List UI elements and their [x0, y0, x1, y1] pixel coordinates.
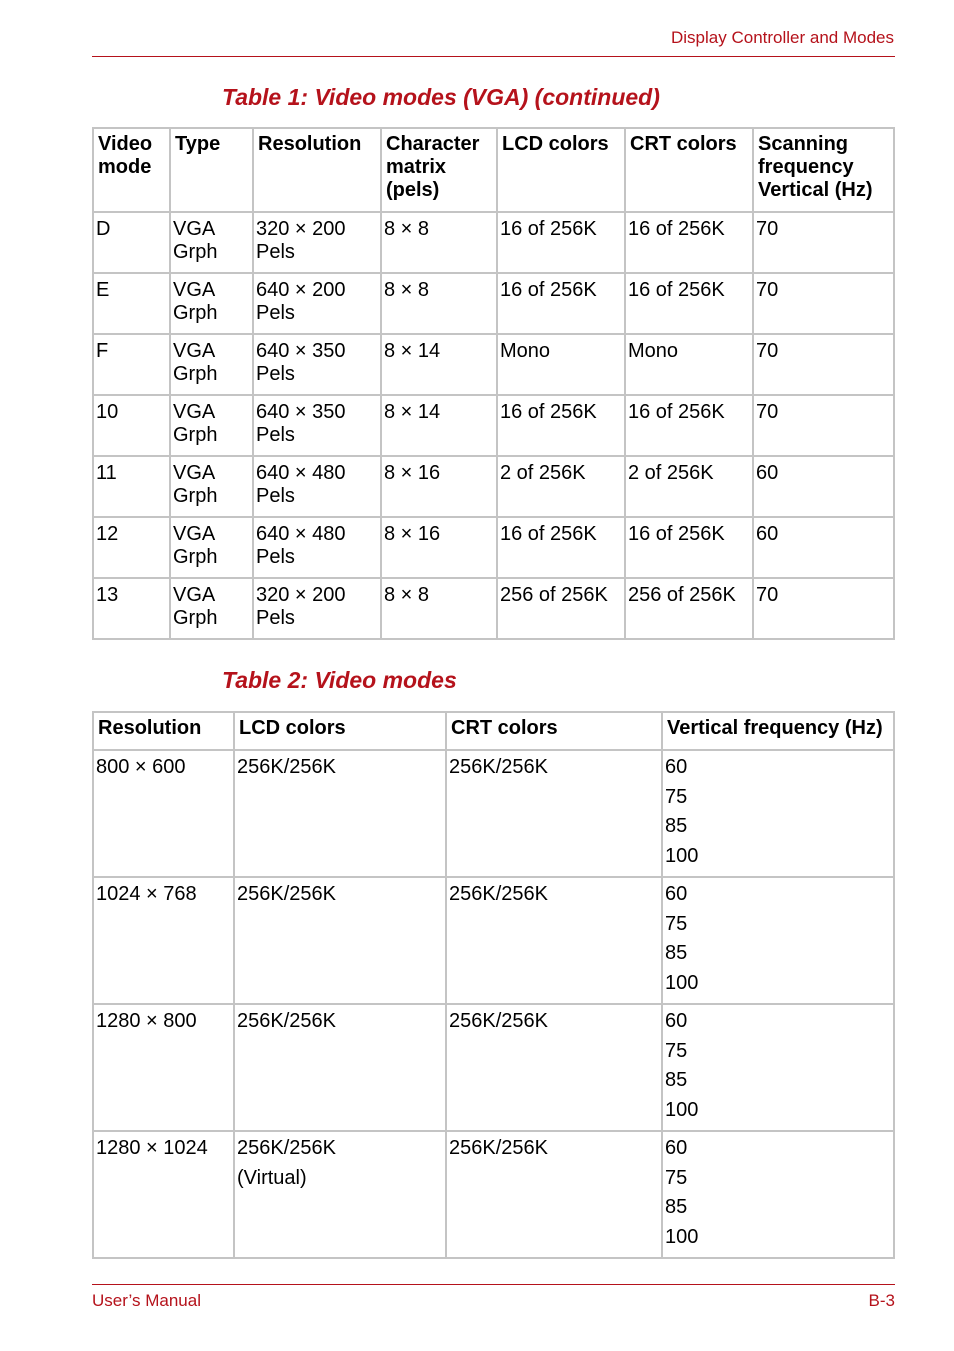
- table-cell: VGA Grph: [170, 334, 253, 395]
- table-cell: VGA Grph: [170, 212, 253, 273]
- table-cell: 60 75 85 100: [662, 877, 894, 1004]
- table-row: [93, 334, 894, 395]
- table2-column-header: LCD colors: [234, 712, 446, 750]
- table-row: [93, 517, 894, 578]
- table1-column-header: CRT colors: [625, 128, 753, 212]
- table-cell: 256K/256K: [446, 877, 662, 1004]
- table1-column-header: Scanning frequency Vertical (Hz): [753, 128, 894, 212]
- table-cell: 11: [93, 456, 170, 517]
- table2-caption: Table 2: Video modes: [222, 667, 457, 693]
- table-cell: 16 of 256K: [497, 517, 625, 578]
- table-cell: 70: [753, 334, 894, 395]
- table-row: [93, 1131, 894, 1258]
- table1-column-header: Video mode: [93, 128, 170, 212]
- table-cell: 256K/256K: [234, 1004, 446, 1131]
- table1-column-header: LCD colors: [497, 128, 625, 212]
- table-cell: 70: [753, 395, 894, 456]
- table2-column-header: CRT colors: [446, 712, 662, 750]
- table-cell: E: [93, 273, 170, 334]
- footer-rule: [92, 1284, 895, 1285]
- table-cell: 256K/256K (Virtual): [234, 1131, 446, 1258]
- table2-body: [93, 750, 894, 1258]
- table-cell: 2 of 256K: [497, 456, 625, 517]
- table-cell: 60: [753, 517, 894, 578]
- table-cell: 70: [753, 273, 894, 334]
- table-cell: 2 of 256K: [625, 456, 753, 517]
- table-cell: 320 × 200 Pels: [253, 578, 381, 639]
- table-cell: 70: [753, 212, 894, 273]
- table-cell: 16 of 256K: [625, 212, 753, 273]
- table-cell: 60 75 85 100: [662, 750, 894, 877]
- table-row: [93, 212, 894, 273]
- table-cell: 640 × 200 Pels: [253, 273, 381, 334]
- table1-body: [93, 212, 894, 639]
- table-cell: 1280 × 1024: [93, 1131, 234, 1258]
- table1-caption: Table 1: Video modes (VGA) (continued): [222, 84, 660, 110]
- table-cell: 8 × 8: [381, 273, 497, 334]
- table-cell: 640 × 350 Pels: [253, 395, 381, 456]
- table-cell: F: [93, 334, 170, 395]
- table-cell: 640 × 480 Pels: [253, 456, 381, 517]
- header-rule: [92, 56, 895, 57]
- table-cell: 10: [93, 395, 170, 456]
- table1-column-header: Type: [170, 128, 253, 212]
- running-header: Display Controller and Modes: [671, 28, 894, 47]
- table-cell: 640 × 350 Pels: [253, 334, 381, 395]
- table-cell: Mono: [497, 334, 625, 395]
- table-row: [93, 877, 894, 1004]
- table2-column-header: Resolution: [93, 712, 234, 750]
- table-cell: 12: [93, 517, 170, 578]
- table-cell: 256K/256K: [234, 877, 446, 1004]
- table-row: [93, 273, 894, 334]
- video-modes-table: [92, 711, 895, 1259]
- table2-column-header: Vertical frequency (Hz): [662, 712, 894, 750]
- table-row: [93, 750, 894, 877]
- table-cell: 8 × 8: [381, 578, 497, 639]
- table-cell: 8 × 8: [381, 212, 497, 273]
- footer-manual-title: User’s Manual: [92, 1291, 201, 1310]
- table-cell: 16 of 256K: [625, 395, 753, 456]
- table-cell: VGA Grph: [170, 456, 253, 517]
- table-cell: 256K/256K: [234, 750, 446, 877]
- table-cell: 13: [93, 578, 170, 639]
- table-cell: 16 of 256K: [497, 273, 625, 334]
- table-cell: Mono: [625, 334, 753, 395]
- table-cell: 640 × 480 Pels: [253, 517, 381, 578]
- table1-column-header: Character matrix (pels): [381, 128, 497, 212]
- table-cell: D: [93, 212, 170, 273]
- table1-header-row: [93, 128, 894, 212]
- table-cell: 8 × 14: [381, 395, 497, 456]
- table-cell: 60 75 85 100: [662, 1004, 894, 1131]
- table-row: [93, 395, 894, 456]
- table-cell: VGA Grph: [170, 273, 253, 334]
- table-cell: 8 × 16: [381, 456, 497, 517]
- table-cell: 70: [753, 578, 894, 639]
- table-cell: VGA Grph: [170, 578, 253, 639]
- table-cell: 320 × 200 Pels: [253, 212, 381, 273]
- table-cell: 16 of 256K: [497, 212, 625, 273]
- footer-page-number: B-3: [868, 1291, 895, 1310]
- table-cell: 256K/256K: [446, 1004, 662, 1131]
- table-cell: 1024 × 768: [93, 877, 234, 1004]
- table-cell: 256K/256K: [446, 750, 662, 877]
- table-cell: 60: [753, 456, 894, 517]
- table-cell: 16 of 256K: [625, 273, 753, 334]
- table1-column-header: Resolution: [253, 128, 381, 212]
- video-modes-vga-table: [92, 127, 895, 640]
- table-cell: 1280 × 800: [93, 1004, 234, 1131]
- table-cell: 60 75 85 100: [662, 1131, 894, 1258]
- table-row: [93, 578, 894, 639]
- table-cell: 256 of 256K: [497, 578, 625, 639]
- table-row: [93, 456, 894, 517]
- table2-header-row: [93, 712, 894, 750]
- table-cell: 16 of 256K: [625, 517, 753, 578]
- table-cell: 256K/256K: [446, 1131, 662, 1258]
- table-cell: VGA Grph: [170, 395, 253, 456]
- table-cell: 256 of 256K: [625, 578, 753, 639]
- table-cell: 8 × 16: [381, 517, 497, 578]
- table-row: [93, 1004, 894, 1131]
- table-cell: VGA Grph: [170, 517, 253, 578]
- table-cell: 8 × 14: [381, 334, 497, 395]
- table-cell: 16 of 256K: [497, 395, 625, 456]
- table-cell: 800 × 600: [93, 750, 234, 877]
